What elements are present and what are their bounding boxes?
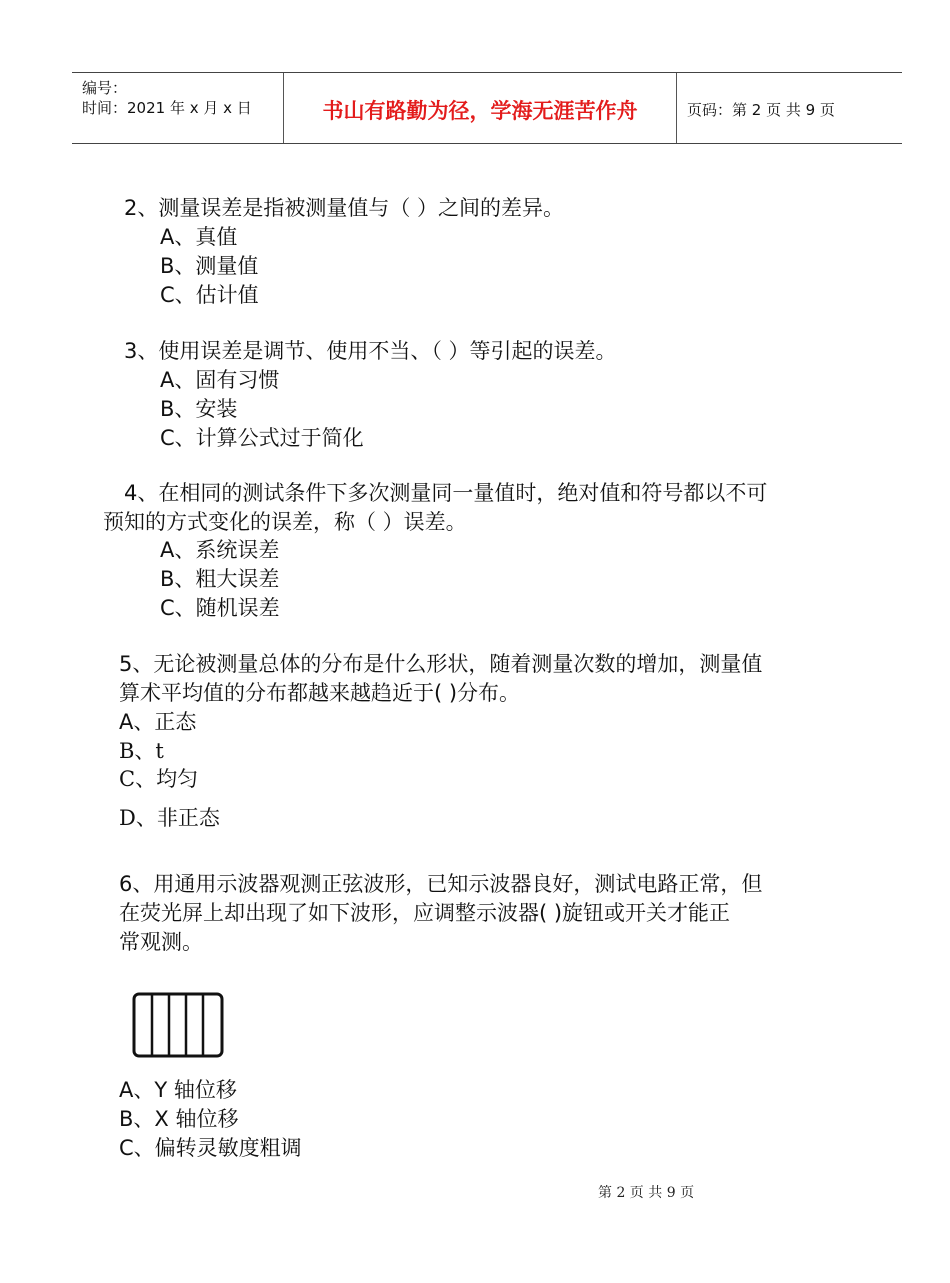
question-6-option-c: C、偏转灵敏度粗调 bbox=[119, 1136, 302, 1160]
page-footer: 第 2 页 共 9 页 bbox=[598, 1185, 695, 1201]
question-6-option-b: B、X 轴位移 bbox=[119, 1107, 239, 1131]
question-2-option-a: A、真值 bbox=[160, 225, 238, 249]
question-6-stem-line-3: 常观测。 bbox=[119, 930, 203, 954]
document-time-label: 时间：2021 年 x 月 x 日 bbox=[82, 99, 252, 117]
question-4-stem-line-1: 4、在相同的测试条件下多次测量同一量值时，绝对值和符号都以不可 bbox=[124, 481, 768, 505]
oscilloscope-screen-drawing bbox=[128, 990, 228, 1060]
question-3-stem: 3、使用误差是调节、使用不当、（ ）等引起的误差。 bbox=[124, 339, 617, 363]
question-4-option-c: C、随机误差 bbox=[160, 596, 280, 620]
question-5-option-d: D、非正态 bbox=[119, 806, 220, 830]
question-4-option-b: B、粗大误差 bbox=[160, 567, 280, 591]
oscilloscope-screen-border bbox=[134, 994, 222, 1056]
question-6-stem-line-1: 6、用通用示波器观测正弦波形，已知示波器良好，测试电路正常，但 bbox=[119, 872, 763, 896]
header-left-cell bbox=[72, 73, 284, 143]
question-5-option-c: C、均匀 bbox=[119, 767, 199, 791]
question-3-option-b: B、安装 bbox=[160, 397, 238, 421]
question-5-option-b: B、t bbox=[119, 739, 164, 763]
question-5-stem-line-1: 5、无论被测量总体的分布是什么形状，随着测量次数的增加，测量值 bbox=[119, 652, 763, 676]
question-5-stem-line-2: 算术平均值的分布都越来越趋近于( )分布。 bbox=[119, 681, 521, 705]
question-2-option-c: C、估计值 bbox=[160, 283, 259, 307]
question-2-stem: 2、测量误差是指被测量值与（ ）之间的差异。 bbox=[124, 196, 565, 220]
question-3-option-c: C、计算公式过于简化 bbox=[160, 426, 364, 450]
question-6-option-a: A、Y 轴位移 bbox=[119, 1078, 237, 1102]
question-4-stem-line-2: 预知的方式变化的误差，称（ ）误差。 bbox=[103, 510, 467, 534]
header-page-info: 页码：第 2 页 共 9 页 bbox=[687, 101, 835, 119]
question-4-option-a: A、系统误差 bbox=[160, 538, 280, 562]
header-page-cell bbox=[677, 73, 902, 143]
question-6-stem-line-2: 在荧光屏上却出现了如下波形，应调整示波器( )旋钮或开关才能正 bbox=[119, 901, 731, 925]
oscilloscope-waveform-figure bbox=[128, 990, 228, 1060]
document-number-label: 编号： bbox=[82, 79, 128, 97]
header-motto-cell bbox=[284, 73, 677, 143]
question-5-option-a: A、正态 bbox=[119, 710, 197, 734]
page-header bbox=[72, 72, 902, 144]
header-motto: 书山有路勤为径，学海无涯苦作舟 bbox=[322, 99, 638, 123]
question-3-option-a: A、固有习惯 bbox=[160, 368, 280, 392]
question-2-option-b: B、测量值 bbox=[160, 254, 259, 278]
